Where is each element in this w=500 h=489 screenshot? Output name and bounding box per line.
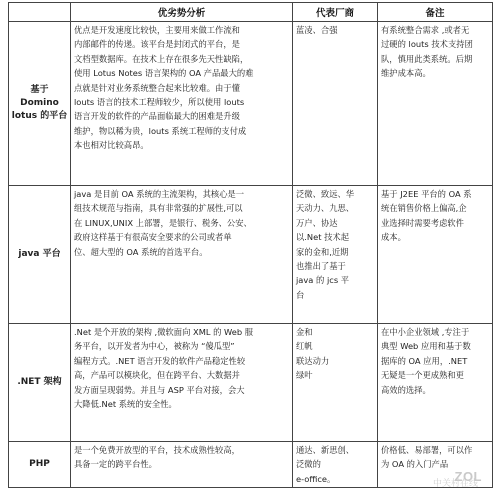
vendors-line: 万户、协达: [296, 217, 338, 228]
notes-line: 基于 J2EE 平台的 OA 系: [381, 189, 472, 199]
analysis-line: 高，产品可以模块化，但在跨平台、大数据并: [74, 370, 240, 381]
table-body: [9, 22, 493, 488]
notes-line: 为 OA 的入门产品: [381, 459, 449, 470]
cell-notes: [378, 324, 493, 442]
vendors-line: 天动力、九思、: [296, 203, 355, 214]
table-row: [9, 22, 493, 186]
notes-line: 统在销售价格上偏高,企: [381, 203, 467, 214]
cell-vendors: [293, 22, 378, 186]
vendors-line: 也推出了基于: [296, 261, 346, 272]
cell-vendors: [293, 442, 378, 488]
analysis-line: 编程方式。.NET 语言开发的软件产品稳定性较: [74, 355, 246, 366]
row-category: PHP: [9, 442, 71, 488]
cell-analysis: [71, 186, 293, 324]
cell-analysis: [71, 324, 293, 442]
oa-platform-comparison-table: [8, 2, 493, 488]
header-row: [9, 3, 493, 22]
header-cell-empty: [9, 3, 71, 22]
vendors-line: 红帆: [296, 341, 313, 352]
analysis-line: louts 语言的技术工程师较少，所以使用 louts: [74, 97, 245, 108]
analysis-line: 是一个免费开放型的平台，技术成熟性较高，: [74, 445, 240, 455]
vendors-line: 泛微的: [296, 459, 321, 470]
analysis-line: 政府这样基于有很高安全要求的公司或者单: [74, 232, 232, 243]
vendors-line: 以.Net 技术起: [296, 232, 350, 243]
analysis-line: 文档型数据库。在技术上存在很多先天性缺陷，: [74, 53, 249, 64]
cell-notes: [378, 22, 493, 186]
header-cell-notes: 备注: [378, 3, 493, 22]
header-cell-vendors: 代表厂商: [293, 3, 378, 22]
table-row: [9, 186, 493, 324]
analysis-line: .Net 是个开放的架构 ,微软面向 XML 的 Web 服: [74, 327, 254, 337]
analysis-line: 优点是开发速度比较快，主要用来做工作流和: [74, 25, 240, 35]
vendors-line: 家的金和,近期: [296, 246, 349, 257]
vendors-line: 金和: [296, 327, 313, 337]
vendors-line: 蓝凌、合强: [296, 25, 338, 35]
vendors-line: 台: [296, 289, 305, 300]
analysis-line: 位、超大型的 OA 系统的首选平台。: [74, 246, 208, 257]
vendors-line: 泛微、致远、华: [296, 189, 355, 199]
notes-line: 成本。: [381, 232, 406, 243]
notes-line: 业选择时需要考虑软件: [381, 217, 464, 228]
analysis-line: 点就是针对业务系统整合起来比较难。由于懂: [74, 82, 240, 93]
analysis-line: 务平台，以开发者为中心，被称为 “傻瓜型”: [74, 341, 235, 352]
vendors-line: 绿叶: [296, 370, 313, 381]
vendors-line: e-office。: [296, 473, 336, 484]
table-row: [9, 324, 493, 442]
notes-line: 无疑是一个更成熟和更: [381, 370, 464, 381]
analysis-line: 语言开发的软件的产品面临最大的困难是升级: [74, 111, 240, 122]
notes-line: 过硬的 louts 技术支持团: [381, 39, 473, 50]
vendors-line: java 的 jcs 平: [296, 275, 350, 286]
vendors-line: 通达、新思创、: [296, 445, 355, 455]
cell-vendors: [293, 186, 378, 324]
notes-line: 据库的 OA 应用，.NET: [381, 355, 468, 366]
analysis-line: 发方面呈现弱势。并且与 ASP 平台对接，会大: [74, 384, 245, 395]
comparison-table-container: [8, 2, 492, 488]
notes-line: 典型 Web 应用和基于数: [381, 341, 471, 352]
watermark-logo: ZOL: [454, 469, 482, 485]
analysis-line: 维护，物以稀为贵，louts 系统工程师的支付成: [74, 125, 247, 136]
cell-analysis: [71, 22, 293, 186]
analysis-line: java 是目前 OA 系统的主流架构，其核心是一: [74, 189, 245, 199]
analysis-line: 具备一定的跨平台性。: [74, 459, 157, 470]
table-row: [9, 442, 493, 488]
analysis-line: 使用 Lotus Notes 语言架构的 OA 产品最大的难: [74, 68, 254, 79]
notes-line: 维护成本高。: [381, 68, 431, 79]
analysis-line: 内部邮件的传递。该平台是封闭式的平台，是: [74, 39, 240, 50]
analysis-line: 在 LINUX,UNIX 上部署，是银行、税务、公安、: [74, 217, 252, 228]
notes-line: 在中小企业领域 ,专注于: [381, 327, 470, 337]
notes-line: 队，慎用此类系统。后期: [381, 53, 473, 64]
notes-line: 高效的选择。: [381, 384, 431, 395]
row-category: java 平台: [9, 186, 71, 324]
vendors-line: 联达动力: [296, 355, 330, 366]
notes-line: 有系统整合需求 ,或者无: [381, 25, 470, 35]
row-category: 基于 Domino lotus 的平台: [9, 22, 71, 186]
cell-notes: [378, 186, 493, 324]
row-category: .NET 架构: [9, 324, 71, 442]
notes-line: 价格低、易部署，可以作: [381, 445, 473, 455]
analysis-line: 组技术规范与指南，具有非常强的扩展性,可以: [74, 203, 243, 214]
analysis-line: 本也相对比较高昂。: [74, 140, 149, 151]
cell-analysis: [71, 442, 293, 488]
header-cell-analysis: 优劣势分析: [71, 3, 293, 22]
analysis-line: 大降低.Net 系统的安全性。: [74, 399, 177, 410]
cell-vendors: [293, 324, 378, 442]
watermark-subtext: 中关村在线: [432, 479, 478, 489]
